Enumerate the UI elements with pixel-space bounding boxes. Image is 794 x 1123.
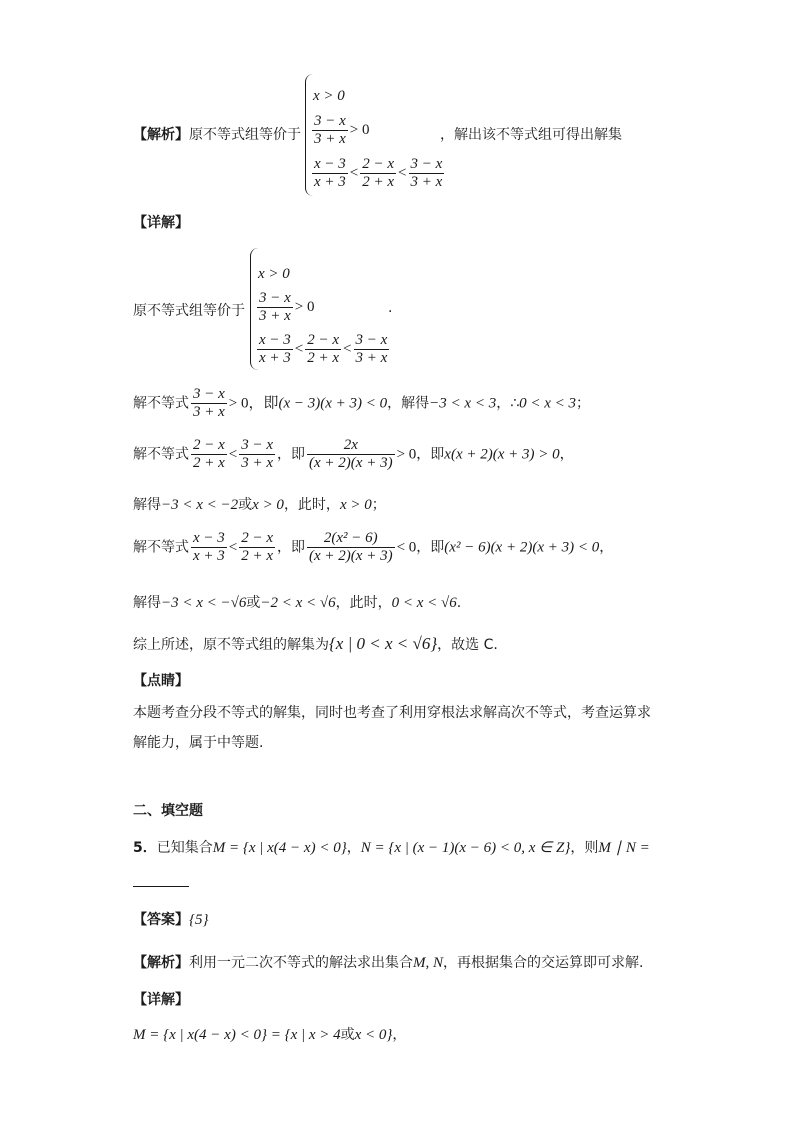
- answer-blank: [133, 886, 189, 887]
- fraction: $\frac{3 - x}{3 + x}$: [410, 156, 443, 190]
- fraction: $\frac{x - 3}{x + 3}$: [193, 530, 225, 564]
- detail-tag: 【详解】: [133, 215, 189, 231]
- system2-row-3: $\frac{x - 3}{x + 3}$ < $\frac{2 - x}{2 + x}$ < $\frac{3 - x}{3 + x}$: [259, 332, 388, 366]
- fraction: $\frac{3 - x}{3 + x}$: [241, 437, 274, 471]
- last-line: M = {x | x(4 − x) < 0} = {x | x > 4或x < 0}，: [133, 1027, 407, 1043]
- fraction: $\frac{2 - x}{2 + x}$: [307, 332, 340, 366]
- system2-row-2: $\frac{3 - x}{3 + x}$ > 0: [259, 290, 315, 324]
- step3-line: 解不等式 $\frac{x - 3}{x + 3}$ < $\frac{2 - x}{2 + x}$ ，即 $\frac{\text{2(x² − 6)}}{(x + 2)(x + 3)}$ < 0，即(x² − 6)(x + 2)(x + 3) < 0，: [133, 530, 614, 564]
- comment-tag: 【点睛】: [133, 673, 189, 689]
- analysis-heading: [133, 124, 301, 144]
- fraction: $\frac{2 - x}{2 + x}$: [193, 437, 225, 471]
- answer-line: 【答案】{5}: [133, 912, 209, 928]
- summary-line: 综上所述，原不等式组的解集为{x | 0 < x < √6}，故选 C.: [133, 634, 498, 653]
- analysis-tag: 【解析】: [133, 127, 189, 143]
- step1-line: 解不等式 $\frac{3 - x}{3 + x}$ > 0，即(x − 3)(x + 3) < 0，解得−3 < x < 3，∴0 < x < 3；: [133, 386, 591, 420]
- step3-result: 解得−3 < x < −√6或−2 < x < √6，此时，0 < x < √6.: [133, 595, 462, 611]
- step2-result: 解得−3 < x < −2或x > 0，此时，x > 0；: [133, 497, 386, 513]
- fraction: $\frac{\text{2(x² − 6)}}{(x + 2)(x + 3)}$: [309, 530, 393, 564]
- analysis-lead: 原不等式组等价于: [189, 127, 301, 143]
- fraction: $\frac{2 - x}{2 + x}$: [362, 156, 395, 190]
- fraction: $\frac{3 - x}{3 + x}$: [259, 290, 291, 324]
- analysis-tail: ，解出该不等式组可得出解集: [440, 127, 622, 143]
- analysis2-line: 【解析】利用一元二次不等式的解法求出集合M, N，再根据集合的交运算即可求解.: [133, 955, 644, 971]
- fraction: $\frac{2x}{(x + 2)(x + 3)}$: [309, 437, 393, 471]
- section-title: 二、填空题: [133, 803, 203, 819]
- step2-line: 解不等式 $\frac{2 - x}{2 + x}$ < $\frac{3 - x}{3 + x}$ ，即 $\frac{2x}{(x + 2)(x + 3)}$ > 0，即x(x + 2)(x + 3) > 0，: [133, 437, 574, 471]
- question-5: 5．已知集合M = {x | x(4 − x) < 0}，N = {x | (x − 1)(x − 6) < 0, x ∈ Z}，则M ∣ N =: [133, 840, 650, 856]
- system-row-2: $\frac{3 - x}{3 + x}$ > 0: [314, 113, 370, 147]
- comment-text: 本题考查分段不等式的解集，同时也考查了利用穿根法求解高次不等式，考查运算求解能力，属于中等题.: [133, 705, 651, 751]
- fraction: $\frac{3 - x}{3 + x}$: [193, 386, 225, 420]
- system-row-3: $\frac{x - 3}{x + 3}$ < $\frac{2 - x}{2 + x}$ < $\frac{3 - x}{3 + x}$: [314, 156, 443, 190]
- system-row-1: x > 0: [313, 88, 345, 104]
- fraction: $\frac{3 - x}{3 + x}$: [355, 332, 388, 366]
- detail-lead: 原不等式组等价于: [133, 303, 245, 319]
- fraction: $\frac{3 - x}{3 + x}$: [314, 113, 346, 147]
- fraction: $\frac{x - 3}{x + 3}$: [314, 156, 346, 190]
- fraction: $\frac{2 - x}{2 + x}$: [241, 530, 274, 564]
- fraction: $\frac{x - 3}{x + 3}$: [259, 332, 291, 366]
- system2-row-1: x > 0: [258, 266, 290, 282]
- detail-period: .: [388, 300, 393, 316]
- detail2-tag: 【详解】: [133, 992, 189, 1008]
